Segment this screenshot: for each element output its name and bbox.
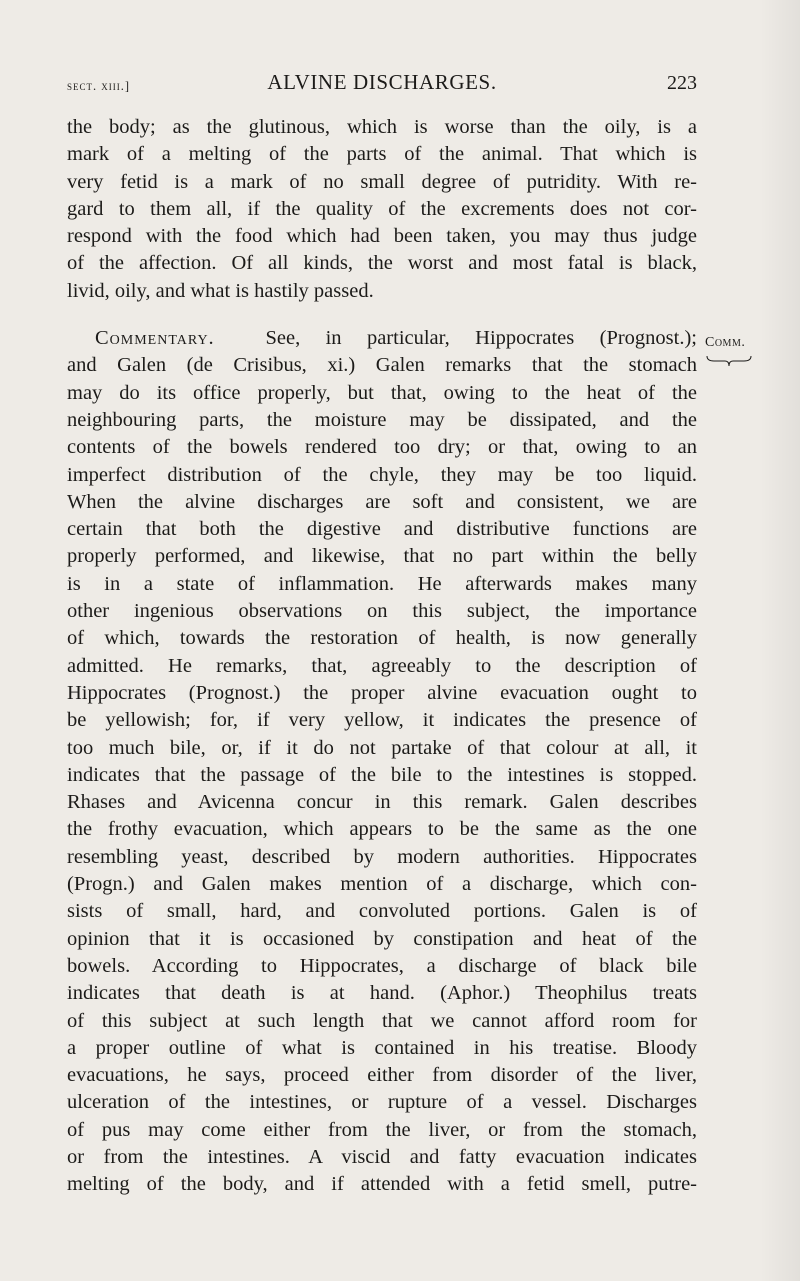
text-line: very fetid is a mark of no small degree of putridity. With re- — [67, 170, 697, 193]
text-line: evacuations, he says, proceed either from disorder of the liver, — [67, 1064, 697, 1087]
text-line: of pus may come either from the liver, or from the stomach, — [67, 1118, 697, 1141]
text-line: and Galen (de Crisibus, xi.) Galen remarks that the stomach — [67, 354, 697, 377]
text-line: respond with the food which had been taken, you may thus judge — [67, 225, 697, 248]
text-line: resembling yeast, described by modern authorities. Hippocrates — [67, 845, 697, 868]
text-line: indicates that the passage of the bile to the intestines is stopped. — [67, 763, 697, 786]
text-line: a proper outline of what is contained in his treatise. Bloody — [67, 1036, 697, 1059]
text-line: bowels. According to Hippocrates, a discharge of black bile — [67, 954, 697, 977]
text-line: When the alvine discharges are soft and consistent, we are — [67, 490, 697, 513]
text-line: gard to them all, if the quality of the excrements does not cor- — [67, 197, 697, 220]
text-line: contents of the bowels rendered too dry; or that, owing to an — [67, 436, 697, 459]
text-line: indicates that death is at hand. (Aphor.) Theophilus treats — [67, 982, 697, 1005]
margin-note: Comm. — [705, 335, 746, 350]
paragraph-commentary — [67, 325, 697, 1199]
text-line: admitted. He remarks, that, agreeably to the description of — [67, 654, 697, 677]
text-line: ulceration of the intestines, or rupture of a vessel. Discharges — [67, 1091, 697, 1114]
page-body — [67, 114, 697, 1199]
text-line: sists of small, hard, and convoluted portions. Galen is of — [67, 900, 697, 923]
text-line: of which, towards the restoration of health, is now generally — [67, 627, 697, 650]
text-line: opinion that it is occasioned by constipation and heat of the — [67, 927, 697, 950]
text-line: of the affection. Of all kinds, the worst and most fatal is black, — [67, 252, 697, 275]
text-line: properly performed, and likewise, that no part within the belly — [67, 545, 697, 568]
text-line: the frothy evacuation, which appears to be the same as the one — [67, 818, 697, 841]
section-label: sect. xiii.] — [67, 79, 131, 93]
commentary-label: Commentary. — [95, 327, 215, 350]
text-line: imperfect distribution of the chyle, they may be too liquid. — [67, 463, 697, 486]
text-line: is in a state of inflammation. He afterwards makes many — [67, 572, 697, 595]
text-line: livid, oily, and what is hastily passed. — [67, 279, 374, 302]
page-number: 223 — [667, 72, 697, 94]
text-line: too much bile, or, if it do not partake of that colour at all, it — [67, 736, 697, 759]
text-line: may do its office properly, but that, owing to the heat of the — [67, 381, 697, 404]
commentary-first-line: See, in particular, Hippocrates (Prognost.); — [265, 327, 697, 350]
running-header — [67, 70, 697, 100]
running-title: ALVINE DISCHARGES. — [267, 70, 497, 94]
text-line — [67, 325, 697, 352]
paragraph-1 — [67, 114, 697, 305]
text-line: melting of the body, and if attended with a fetid smell, putre- — [67, 1173, 697, 1196]
text-line: certain that both the digestive and distributive functions are — [67, 518, 697, 541]
text-line: other ingenious observations on this subject, the importance — [67, 600, 697, 623]
text-line: Hippocrates (Prognost.) the proper alvine evacuation ought to — [67, 681, 697, 704]
page-edge-shadow — [760, 0, 800, 1281]
text-line: Rhases and Avicenna concur in this remark. Galen describes — [67, 791, 697, 814]
text-line: neighbouring parts, the moisture may be dissipated, and the — [67, 408, 697, 431]
margin-brace — [706, 355, 752, 367]
text-line: mark of a melting of the parts of the animal. That which is — [67, 143, 697, 166]
text-line: or from the intestines. A viscid and fatty evacuation indicates — [67, 1145, 697, 1168]
text-line: (Progn.) and Galen makes mention of a discharge, which con- — [67, 873, 697, 896]
text-line: the body; as the glutinous, which is worse than the oily, is a — [67, 116, 697, 138]
text-line: be yellowish; for, if very yellow, it indicates the presence of — [67, 709, 697, 732]
text-line: of this subject at such length that we cannot afford room for — [67, 1009, 697, 1032]
